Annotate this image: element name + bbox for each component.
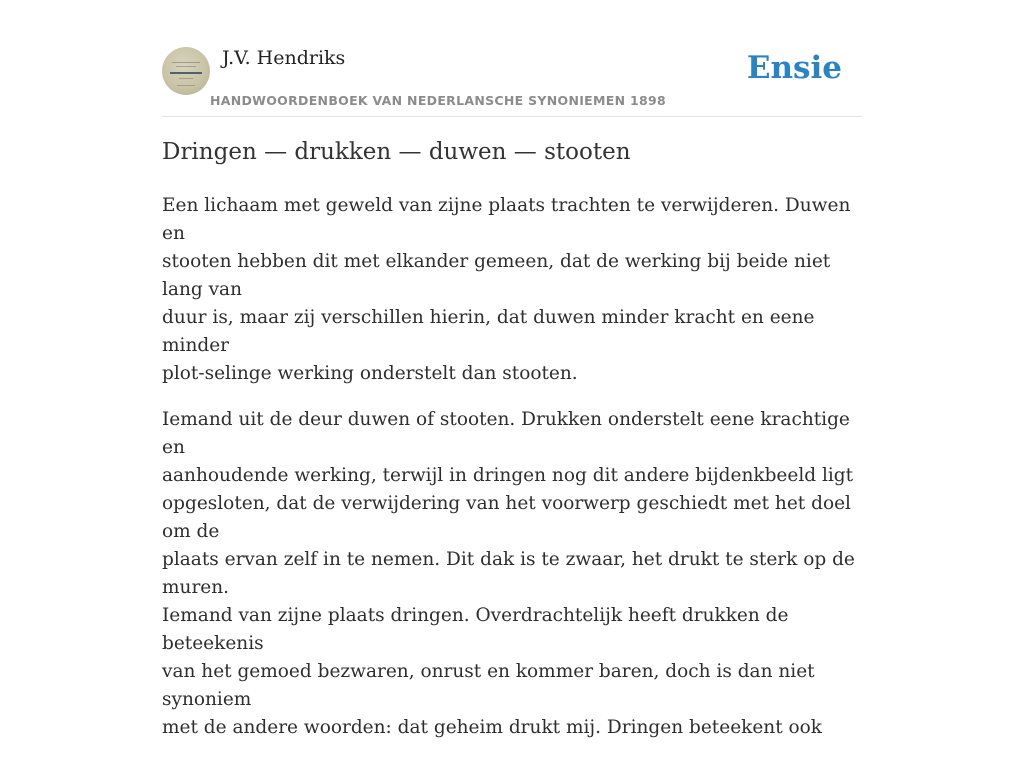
paragraph-line: plaats ervan zelf in te nemen. Dit dak is te zwaar, het drukt te sterk op de muren. [162,549,855,598]
paragraph-line: Een lichaam met geweld van zijne plaats trachten te verwijderen. Duwen en [162,195,851,244]
avatar-book-cover-line [176,66,196,67]
paragraph-line: stooten hebben dit met elkander gemeen, dat de werking bij beide niet lang van [162,251,831,300]
ensie-logo[interactable]: Ensie [746,50,842,86]
source-title[interactable]: HANDWOORDENBOEK VAN NEDERLANSCHE SYNONIEMEN 1898 [210,93,667,108]
paragraph-line: aanhoudende werking, terwijl in dringen nog dit andere bijdenkbeeld ligt [162,465,854,486]
author-avatar[interactable] [162,47,210,95]
article-body [162,192,862,760]
article-paragraph [162,192,862,388]
avatar-book-cover-line [177,85,195,86]
article-paragraph [162,406,862,742]
avatar-book-cover-line [179,78,193,79]
paragraph-line: van het gemoed bezwaren, onrust en kommer baren, doch is dan niet synoniem [162,661,815,710]
paragraph-line: duur is, maar zij verschillen hierin, dat duwen minder kracht en eene minder [162,307,815,356]
paragraph-line: plot-selinge werking onderstelt dan stooten. [162,363,578,384]
avatar-book-cover-line [170,72,202,74]
paragraph-line: Iemand uit de deur duwen of stooten. Drukken onderstelt eene krachtige en [162,409,850,458]
author-name[interactable]: J.V. Hendriks [222,47,346,69]
paragraph-line: opgesloten, dat de verwijdering van het voorwerp geschiedt met het doel om de [162,493,851,542]
paragraph-line: met de andere woorden: dat geheim drukt mij. Dringen beteekent ook [162,717,823,738]
article-title: Dringen — drukken — duwen — stooten [162,139,631,165]
avatar-book-cover-line [172,62,200,63]
article-header [162,46,862,117]
paragraph-line: Iemand van zijne plaats dringen. Overdrachtelijk heeft drukken de beteekenis [162,605,789,654]
